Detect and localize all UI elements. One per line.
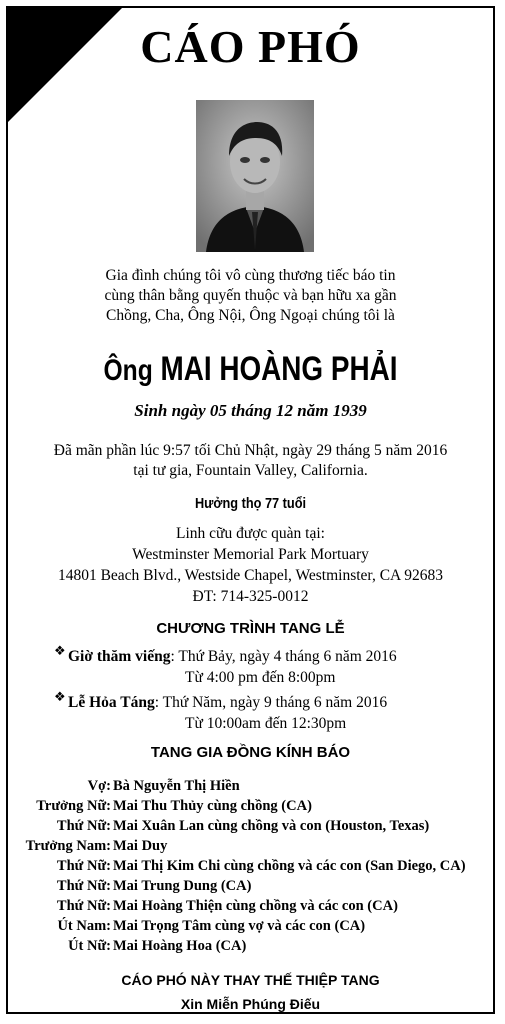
family-member: Mai Hoàng Thiện cùng chồng và các con (CA): [113, 898, 398, 914]
family-role: Út Nam:: [57, 918, 111, 934]
program-detail: : Thứ Bảy, ngày 4 tháng 6 năm 2016: [170, 648, 397, 665]
family-role: Thứ Nữ:: [56, 818, 111, 834]
name-text: MAI HOÀNG PHẢI: [160, 350, 398, 388]
diamond-bullet-icon: ❖: [54, 644, 66, 659]
passing-line: tại tư gia, Fountain Valley, California.: [133, 462, 368, 479]
program-label: Giờ thăm viếng: [68, 648, 171, 665]
name-prefix: Ông: [103, 354, 153, 387]
family-role: Thứ Nữ:: [56, 858, 111, 874]
intro-line: Chồng, Cha, Ông Nội, Ông Ngoại chúng tôi là: [106, 307, 395, 324]
family-member: Mai Thu Thủy cùng chồng (CA): [113, 798, 312, 814]
family-role: Út Nữ:: [68, 938, 111, 954]
family-title: TANG GIA ĐỒNG KÍNH BÁO: [150, 744, 351, 761]
family-member: Mai Xuân Lan cùng chồng và con (Houston, Texas): [113, 818, 430, 834]
family-member: Mai Trọng Tâm cùng vợ và các con (CA): [113, 918, 366, 934]
intro-line: cùng thân bằng quyến thuộc và bạn hữu xa gần: [104, 287, 397, 304]
closing-notice: CÁO PHÓ NÀY THAY THẾ THIỆP TANG: [121, 972, 380, 988]
obituary-frame: [6, 6, 495, 1014]
portrait-photo: [196, 100, 314, 252]
family-role: Trưởng Nam:: [25, 838, 111, 854]
family-member: Mai Trung Dung (CA): [113, 878, 252, 894]
funeral-line: Linh cữu được quàn tại:: [176, 525, 325, 542]
program-label: Lễ Hỏa Táng: [68, 694, 155, 711]
family-role: Vợ:: [87, 778, 111, 794]
program-item-cremation: [54, 690, 388, 712]
family-member: Mai Hoàng Hoa (CA): [113, 938, 247, 954]
family-role: Trưởng Nữ:: [36, 798, 111, 814]
birth-date: Sinh ngày 05 tháng 12 năm 1939: [134, 401, 367, 420]
passing-line: Đã mãn phần lúc 9:57 tối Chủ Nhật, ngày 29 tháng 5 năm 2016: [53, 442, 448, 459]
closing-request: Xin Miễn Phúng Điếu: [180, 996, 321, 1012]
funeral-location: [8, 523, 493, 607]
page-title: CÁO PHÓ: [140, 21, 361, 72]
family-member: Bà Nguyễn Thị Hiền: [113, 778, 240, 794]
intro-line: Gia đình chúng tôi vô cùng thương tiếc báo tin: [105, 267, 396, 284]
program-time: Từ 4:00 pm đến 8:00pm: [185, 669, 336, 686]
funeral-line: ĐT: 714-325-0012: [192, 588, 309, 605]
funeral-line: Westminster Memorial Park Mortuary: [132, 546, 369, 563]
diamond-bullet-icon: ❖: [54, 690, 66, 705]
program-title: CHƯƠNG TRÌNH TANG LỄ: [156, 620, 345, 637]
deceased-name: [52, 350, 450, 389]
family-member: Mai Duy: [113, 838, 168, 854]
intro-text: [8, 266, 493, 326]
family-role: Thứ Nữ:: [56, 898, 111, 914]
family-member: Mai Thị Kim Chi cùng chồng và các con (San Diego, CA): [113, 858, 466, 874]
funeral-line: 14801 Beach Blvd., Westside Chapel, Westminster, CA 92683: [57, 567, 444, 584]
passing-info: [8, 441, 493, 481]
family-role: Thứ Nữ:: [56, 878, 111, 894]
program-item-visitation: [54, 644, 397, 666]
program-detail: : Thứ Năm, ngày 9 tháng 6 năm 2016: [154, 694, 388, 711]
portrait-illustration: [196, 100, 314, 252]
program-time: Từ 10:00am đến 12:30pm: [185, 715, 347, 732]
age-text: Hưởng thọ 77 tuổi: [194, 495, 307, 512]
